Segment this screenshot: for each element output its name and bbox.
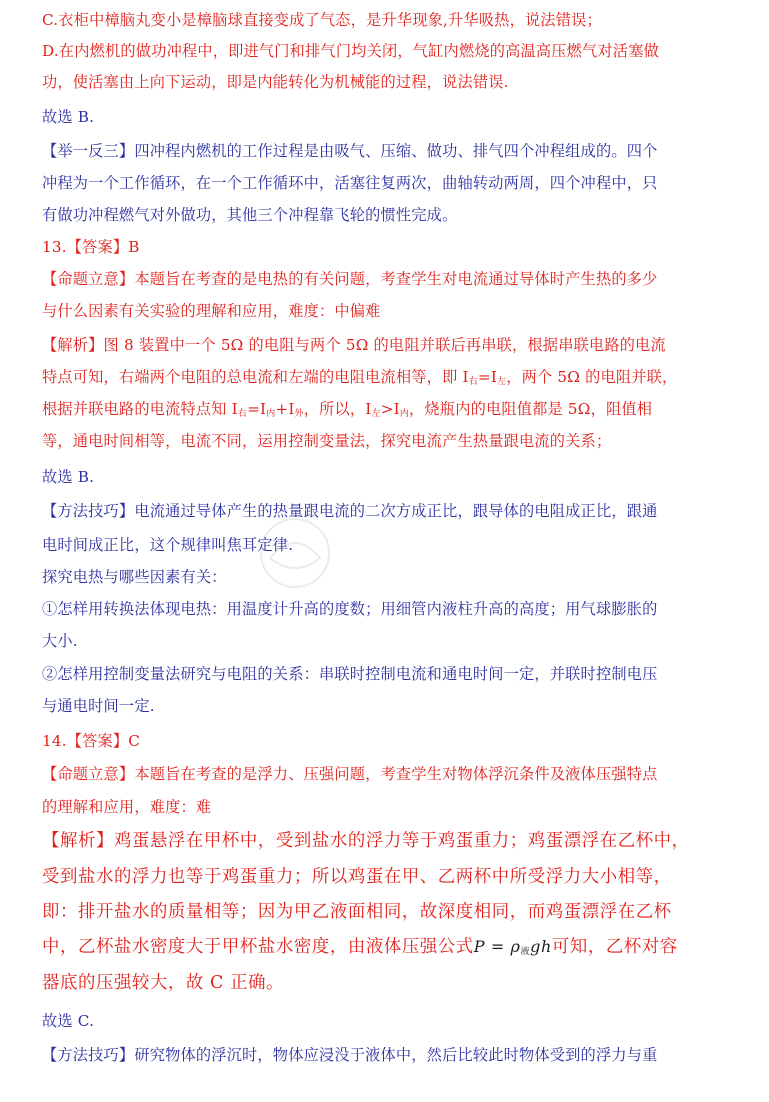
method-13-line7: 与通电时间一定.: [42, 697, 155, 715]
analysis-14-line2: 受到盐水的浮力也等于鸡蛋重力；所以鸡蛋在甲、乙两杯中所受浮力大小相等，: [42, 867, 672, 887]
extension-12-line3: 有做功冲程燃气对外做功，其他三个冲程靠飞轮的惯性完成。: [42, 206, 458, 224]
subscript-right: 右: [237, 409, 248, 419]
answer-13-heading: 13.【答案】B: [42, 238, 140, 256]
extension-12-line2: 冲程为一个工作循环，在一个工作循环中，活塞往复两次，曲轴转动两周，四个冲程中，只: [42, 174, 658, 192]
analysis-13-line4: 等，通电时间相等，电流不同，运用控制变量法，探究电流产生热量跟电流的关系；: [42, 432, 612, 450]
text-segment: +I: [275, 400, 295, 418]
intent-13-line2: 与什么因素有关实验的理解和应用，难度：中偏难: [42, 302, 381, 320]
text-segment: 可知，乙杯对容: [551, 937, 678, 957]
method-13-line1: 【方法技巧】电流通过导体产生的热量跟电流的二次方成正比，跟导体的电阻成正比，跟通: [42, 502, 658, 520]
subscript-right: 右: [468, 377, 478, 387]
method-13-line6: ②怎样用控制变量法研究与电阻的关系：串联时控制电流和通电时间一定，并联时控制电压: [42, 665, 658, 683]
option-c-explanation: C.衣柜中樟脑丸变小是樟脑球直接变成了气态，是升华现象,升华吸热，说法错误；: [42, 11, 602, 29]
analysis-14-line1: 【解析】鸡蛋悬浮在甲杯中，受到盐水的浮力等于鸡蛋重力；鸡蛋漂浮在乙杯中，: [42, 831, 690, 851]
text-segment: 中，乙杯盐水密度大于甲杯盐水密度，由液体压强公式: [42, 937, 474, 957]
analysis-14-line5: 器底的压强较大，故 C 正确。: [42, 973, 285, 993]
analysis-13-line3: [42, 398, 652, 420]
formula-part: P = ρ: [473, 937, 521, 956]
intent-14-line2: 的理解和应用，难度：难: [42, 798, 212, 816]
answer-14-heading: 14.【答案】C: [42, 732, 141, 750]
analysis-14-line4: [42, 934, 678, 960]
subscript-left: 左: [371, 409, 381, 419]
option-d-explanation-line1: D.在内燃机的做功冲程中，即进气门和排气门均关闭，气缸内燃烧的高温高压燃气对活塞做: [42, 42, 659, 60]
text-segment: 特点可知，右端两个电阻的总电流和左端的电阻电流相等，即 I: [42, 368, 469, 386]
extension-12-line1: 【举一反三】四冲程内燃机的工作过程是由吸气、压缩、做功、排气四个冲程组成的。四个: [42, 142, 658, 160]
subscript-inner: 内: [399, 409, 410, 419]
method-13-line5: 大小.: [42, 632, 78, 650]
text-segment: ，两个 5Ω 的电阻并联，: [506, 368, 678, 386]
method-13-line4: ①怎样用转换法体现电热：用温度计升高的度数；用细管内液柱升高的高度；用气球膨胀的: [42, 600, 658, 618]
subscript-outer: 外: [294, 409, 304, 419]
option-d-explanation-line2: 功，使活塞由上向下运动，即是内能转化为机械能的过程，说法错误.: [42, 73, 509, 91]
answer-conclusion-13: 故选 B.: [42, 468, 95, 486]
text-segment: =I: [247, 400, 267, 418]
method-13-line2: 电时间成正比，这个规律叫焦耳定律.: [42, 536, 294, 554]
text-segment: >I: [380, 400, 400, 418]
subscript-inner: 内: [266, 409, 276, 419]
text-segment: ，所以，I: [303, 400, 372, 418]
method-13-line3: 探究电热与哪些因素有关：: [42, 568, 227, 586]
subscript-left: 左: [497, 377, 507, 387]
text-segment: =I: [477, 368, 498, 386]
pressure-formula: [474, 937, 552, 956]
analysis-13-line2: [42, 366, 677, 388]
text-segment: 根据并联电路的电流特点知 I: [42, 400, 238, 418]
subscript-liquid: 液: [520, 947, 531, 957]
answer-conclusion-14: 故选 C.: [42, 1012, 95, 1030]
intent-14-line1: 【命题立意】本题旨在考查的是浮力、压强问题，考查学生对物体浮沉条件及液体压强特点: [42, 765, 658, 783]
analysis-14-line3: 即：排开盐水的质量相等；因为甲乙液面相同，故深度相同，而鸡蛋漂浮在乙杯: [42, 902, 672, 922]
intent-13-line1: 【命题立意】本题旨在考查的是电热的有关问题，考查学生对电流通过导体时产生热的多少: [42, 270, 658, 288]
text-segment: ，烧瓶内的电阻值都是 5Ω，阻值相: [409, 400, 653, 418]
formula-part: gh: [530, 937, 552, 956]
analysis-13-line1: 【解析】图 8 装置中一个 5Ω 的电阻与两个 5Ω 的电阻并联后再串联，根据串联电路的电流: [42, 336, 666, 354]
method-14-line1: 【方法技巧】研究物体的浮沉时，物体应浸没于液体中，然后比较此时物体受到的浮力与重: [42, 1046, 658, 1064]
answer-conclusion-12: 故选 B.: [42, 108, 95, 126]
